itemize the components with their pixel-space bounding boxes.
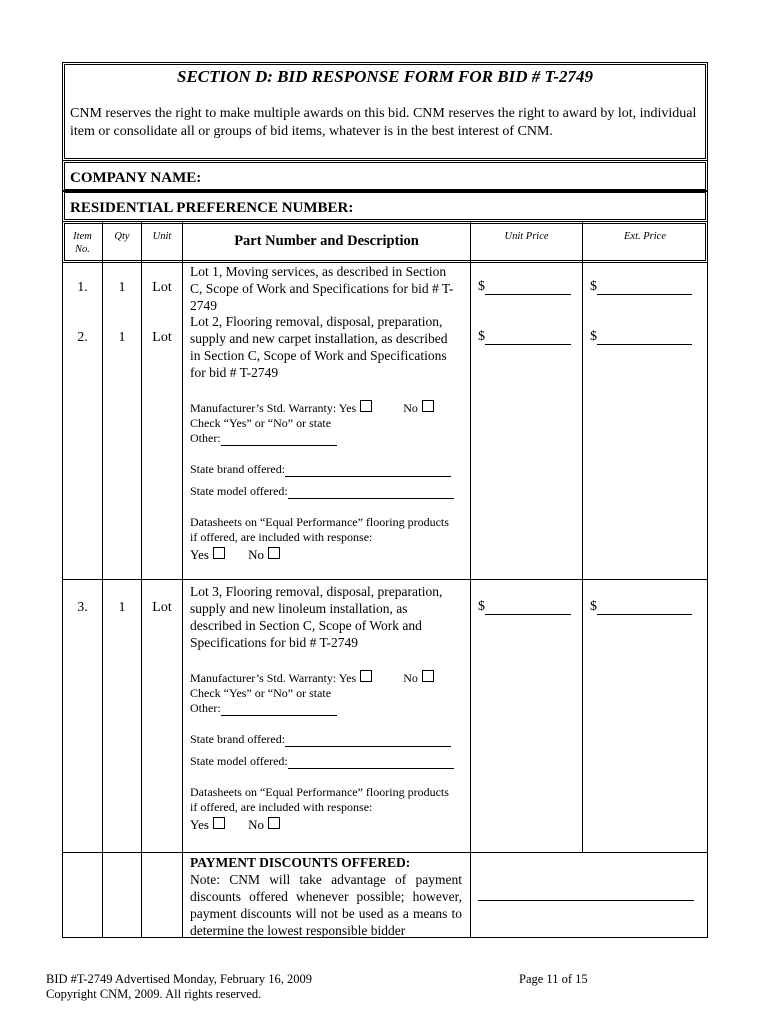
intro-text: CNM reserves the right to make multiple awards on this bid. CNM reserves the right to award by lot, individual item or consolidate all or groups of bid items, whatever is in the best interest of CNM. bbox=[70, 106, 697, 139]
row3-ext-price-field[interactable]: $ bbox=[590, 599, 692, 615]
row1-item: 1. bbox=[77, 280, 88, 295]
row3-unit: Lot bbox=[152, 600, 172, 615]
col-divider bbox=[582, 222, 583, 853]
row-divider bbox=[62, 852, 708, 853]
warranty-no-checkbox[interactable] bbox=[422, 670, 434, 682]
footer-bid-line: BID #T-2749 Advertised Monday, February 16, 2009 bbox=[46, 972, 313, 986]
brand-field[interactable] bbox=[285, 464, 451, 477]
col-header-ext-price: Ext. Price bbox=[624, 231, 666, 242]
row3-qty: 1 bbox=[118, 600, 126, 615]
datasheets-yes-checkbox[interactable] bbox=[213, 817, 225, 829]
row2-ext-price-field[interactable]: $ bbox=[590, 329, 692, 345]
row2-qty: 1 bbox=[118, 330, 126, 345]
row-divider bbox=[62, 579, 708, 580]
company-name-label: COMPANY NAME: bbox=[70, 170, 202, 186]
row2-item: 2. bbox=[77, 330, 88, 345]
model-field[interactable] bbox=[288, 756, 454, 769]
col-divider bbox=[182, 222, 183, 938]
row2-description: Lot 2, Flooring removal, disposal, preparation, supply and new carpet installation, as described in Section C, Scope of Work and Specifications for bid # T-2749 bbox=[190, 314, 448, 380]
row3-warranty: Manufacturer’s Std. Warranty: Yes No Check “Yes” or “No” or state Other: State brand offered: State model offered: Datasheets on “Equal Performance” flooring products if offered, are included with response: Yes No bbox=[190, 670, 465, 832]
col-header-unit-price: Unit Price bbox=[504, 231, 549, 242]
warranty-yes-checkbox[interactable] bbox=[360, 400, 372, 412]
residential-label: RESIDENTIAL PREFERENCE NUMBER: bbox=[70, 200, 354, 216]
footer-page-number: Page 11 of 15 bbox=[519, 972, 588, 986]
row1-ext-price-field[interactable]: $ bbox=[590, 279, 692, 295]
warranty-no-checkbox[interactable] bbox=[422, 400, 434, 412]
row3-item: 3. bbox=[77, 600, 88, 615]
col-header-description: Part Number and Description bbox=[234, 233, 419, 249]
payment-discounts: PAYMENT DISCOUNTS OFFERED: Note: CNM will take advantage of payment discounts offered whenever possible; however, payment discounts will not be used as a means to determine the lowest responsible bidder bbox=[190, 855, 462, 938]
col-header-qty: Qty bbox=[114, 231, 130, 242]
warranty-other-field[interactable] bbox=[221, 433, 337, 446]
warranty-other-field[interactable] bbox=[221, 703, 337, 716]
row2-warranty: Manufacturer’s Std. Warranty: Yes No Check “Yes” or “No” or state Other: State brand offered: State model offered: Datasheets on “Equal Performance” flooring products if offered, are included with response: Yes No bbox=[190, 400, 465, 562]
warranty-yes-checkbox[interactable] bbox=[360, 670, 372, 682]
col-header-item: Item No. bbox=[73, 231, 92, 255]
row3-unit-price-field[interactable]: $ bbox=[478, 599, 571, 615]
row1-unit: Lot bbox=[152, 280, 172, 295]
row2-unit-price-field[interactable]: $ bbox=[478, 329, 571, 345]
footer-copyright: Copyright CNM, 2009. All rights reserved. bbox=[46, 987, 262, 1001]
section-title: SECTION D: BID RESPONSE FORM FOR BID # T-2749 bbox=[177, 67, 593, 86]
row1-unit-price-field[interactable]: $ bbox=[478, 279, 571, 295]
payment-discount-field[interactable] bbox=[478, 900, 694, 901]
row1-qty: 1 bbox=[118, 280, 126, 295]
row2-unit: Lot bbox=[152, 330, 172, 345]
datasheets-yes-checkbox[interactable] bbox=[213, 547, 225, 559]
row3-description: Lot 3, Flooring removal, disposal, preparation, supply and new linoleum installation, as described in Section C, Scope of Work and Specifications for bid # T-2749 bbox=[190, 584, 443, 650]
col-header-unit: Unit bbox=[152, 231, 172, 242]
row1-description: Lot 1, Moving services, as described in Section C, Scope of Work and Specifications for bid # T-2749 bbox=[190, 264, 454, 313]
col-divider bbox=[470, 222, 471, 938]
brand-field[interactable] bbox=[285, 734, 451, 747]
datasheets-no-checkbox[interactable] bbox=[268, 817, 280, 829]
model-field[interactable] bbox=[288, 486, 454, 499]
datasheets-no-checkbox[interactable] bbox=[268, 547, 280, 559]
